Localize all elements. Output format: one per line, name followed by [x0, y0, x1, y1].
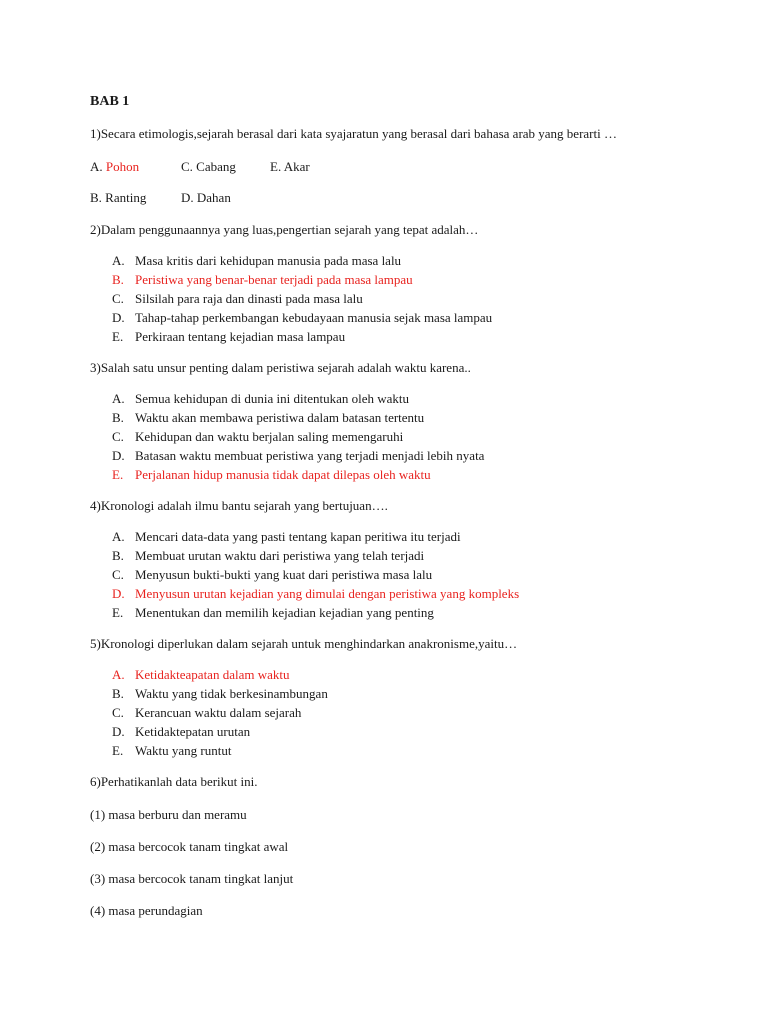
list-item: D. Batasan waktu membuat peristiwa yang terjadi menjadi lebih nyata	[112, 448, 485, 463]
q1-option-a-value: Pohon	[105, 159, 140, 174]
list-item: (3) masa bercocok tanam tingkat lanjut	[90, 871, 294, 886]
q1-option-d: D. Dahan	[181, 190, 231, 205]
list-item: D. Menyusun urutan kejadian yang dimulai dengan peristiwa yang kompleks	[112, 586, 520, 601]
question-2-options	[112, 251, 492, 346]
list-item: B. Peristiwa yang benar-benar terjadi pada masa lampau	[112, 272, 413, 287]
chapter-heading: BAB 1	[90, 94, 130, 109]
list-item: D. Tahap-tahap perkembangan kebudayaan manusia sejak masa lampau	[112, 310, 493, 325]
q1-option-b: B. Ranting	[90, 190, 147, 205]
list-item: A. Ketidakteapatan dalam waktu	[112, 667, 290, 682]
question-4-options	[112, 527, 519, 622]
question-6-text: 6)Perhatikanlah data berikut ini.	[90, 774, 258, 789]
q1-option-a-label: A.	[90, 159, 106, 174]
list-item: B. Membuat urutan waktu dari peristiwa yang telah terjadi	[112, 548, 425, 563]
question-4-text: 4)Kronologi adalah ilmu bantu sejarah yang bertujuan….	[90, 498, 388, 513]
list-item: E. Perkiraan tentang kejadian masa lampau	[112, 329, 346, 344]
list-item: B. Waktu akan membawa peristiwa dalam batasan tertentu	[112, 410, 425, 425]
question-3-text: 3)Salah satu unsur penting dalam peristiwa sejarah adalah waktu karena..	[90, 360, 471, 375]
list-item: C. Kehidupan dan waktu berjalan saling memengaruhi	[112, 429, 404, 444]
q1-option-c: C. Cabang	[181, 159, 236, 174]
q1-option-e: E. Akar	[270, 159, 310, 174]
list-item: (4) masa perundagian	[90, 903, 203, 918]
question-5-options	[112, 665, 328, 760]
question-3-options	[112, 389, 484, 484]
question-5-text: 5)Kronologi diperlukan dalam sejarah untuk menghindarkan anakronisme,yaitu…	[90, 636, 518, 651]
list-item: A. Semua kehidupan di dunia ini ditentukan oleh waktu	[112, 391, 410, 406]
list-item: (2) masa bercocok tanam tingkat awal	[90, 839, 289, 854]
list-item: C. Menyusun bukti-bukti yang kuat dari peristiwa masa lalu	[112, 567, 433, 582]
list-item: A. Mencari data-data yang pasti tentang kapan peritiwa itu terjadi	[112, 529, 461, 544]
list-item: C. Kerancuan waktu dalam sejarah	[112, 705, 302, 720]
list-item: E. Menentukan dan memilih kejadian kejadian yang penting	[112, 605, 434, 620]
list-item: (1) masa berburu dan meramu	[90, 807, 247, 822]
list-item: C. Silsilah para raja dan dinasti pada masa lalu	[112, 291, 363, 306]
list-item: D. Ketidaktepatan urutan	[112, 724, 251, 739]
question-2-text: 2)Dalam penggunaannya yang luas,pengertian sejarah yang tepat adalah…	[90, 222, 479, 237]
list-item: E. Perjalanan hidup manusia tidak dapat dilepas oleh waktu	[112, 467, 431, 482]
list-item: B. Waktu yang tidak berkesinambungan	[112, 686, 328, 701]
list-item: A. Masa kritis dari kehidupan manusia pada masa lalu	[112, 253, 402, 268]
question-1-text: 1)Secara etimologis,sejarah berasal dari kata syajaratun yang berasal dari bahasa arab yang berarti …	[90, 126, 617, 141]
q1-option-a	[90, 157, 139, 176]
list-item: E. Waktu yang runtut	[112, 743, 232, 758]
